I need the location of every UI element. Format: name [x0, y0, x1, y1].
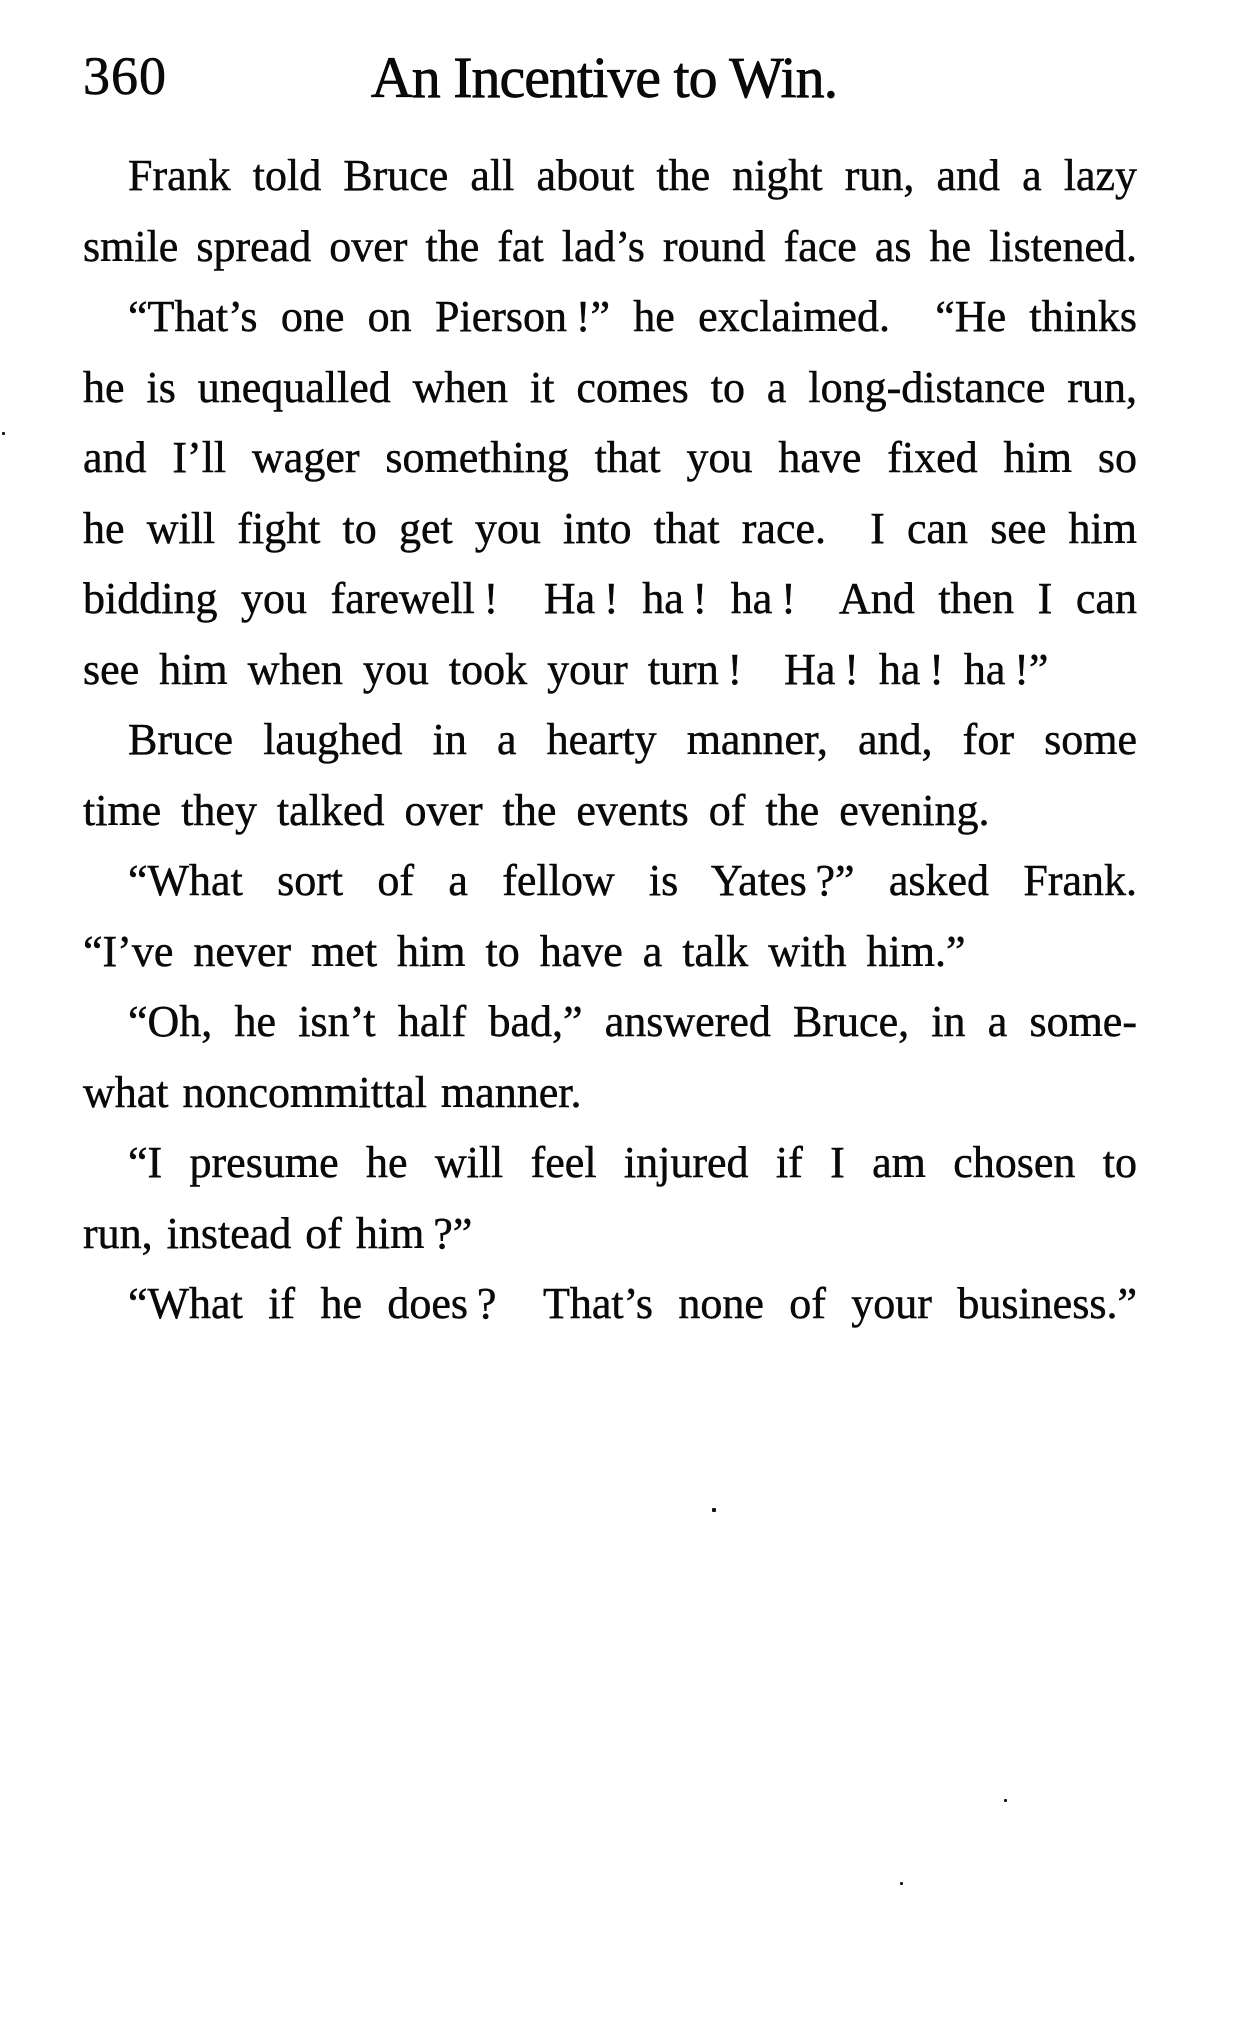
text-line: “Oh, he isn’t half bad,” answered Bruce, in a some- — [128, 997, 1137, 1046]
text-line: “I presume he will feel injured if I am chosen to — [128, 1138, 1137, 1187]
text-line: see him when you took your turn ! Ha ! ha ! ha !” — [83, 644, 1049, 694]
running-title: An Incentive to Win. — [370, 45, 838, 110]
text-line: he will fight to get you into that race. I can see him — [83, 503, 1137, 553]
text-line: what noncommittal manner. — [83, 1067, 582, 1117]
page-text — [83, 141, 1137, 1340]
text-line: time they talked over the events of the evening. — [83, 785, 990, 835]
text-line: bidding you farewell ! Ha ! ha ! ha ! And then I can — [83, 574, 1137, 623]
text-line: Frank told Bruce all about the night run, and a lazy — [128, 151, 1137, 200]
scan-speck — [1004, 1799, 1007, 1802]
text-line: “What if he does ? That’s none of your business.” — [128, 1279, 1137, 1328]
text-line: “What sort of a fellow is Yates ?” asked Frank. — [128, 856, 1137, 905]
text-line: and I’ll wager something that you have fixed him so — [83, 433, 1137, 482]
scan-speck — [900, 1882, 903, 1885]
text-line: run, instead of him ?” — [83, 1208, 473, 1258]
text-line: he is unequalled when it comes to a long-distance run, — [83, 362, 1137, 412]
text-line: smile spread over the fat lad’s round face as he listened. — [83, 221, 1137, 271]
text-line: “I’ve never met him to have a talk with him.” — [83, 926, 966, 976]
text-line: “That’s one on Pierson !” he exclaimed. “He thinks — [128, 292, 1137, 341]
page-number: 360 — [83, 46, 167, 106]
text-line: Bruce laughed in a hearty manner, and, for some — [128, 715, 1137, 764]
scan-speck — [712, 1508, 716, 1512]
scan-speck — [2, 432, 5, 435]
